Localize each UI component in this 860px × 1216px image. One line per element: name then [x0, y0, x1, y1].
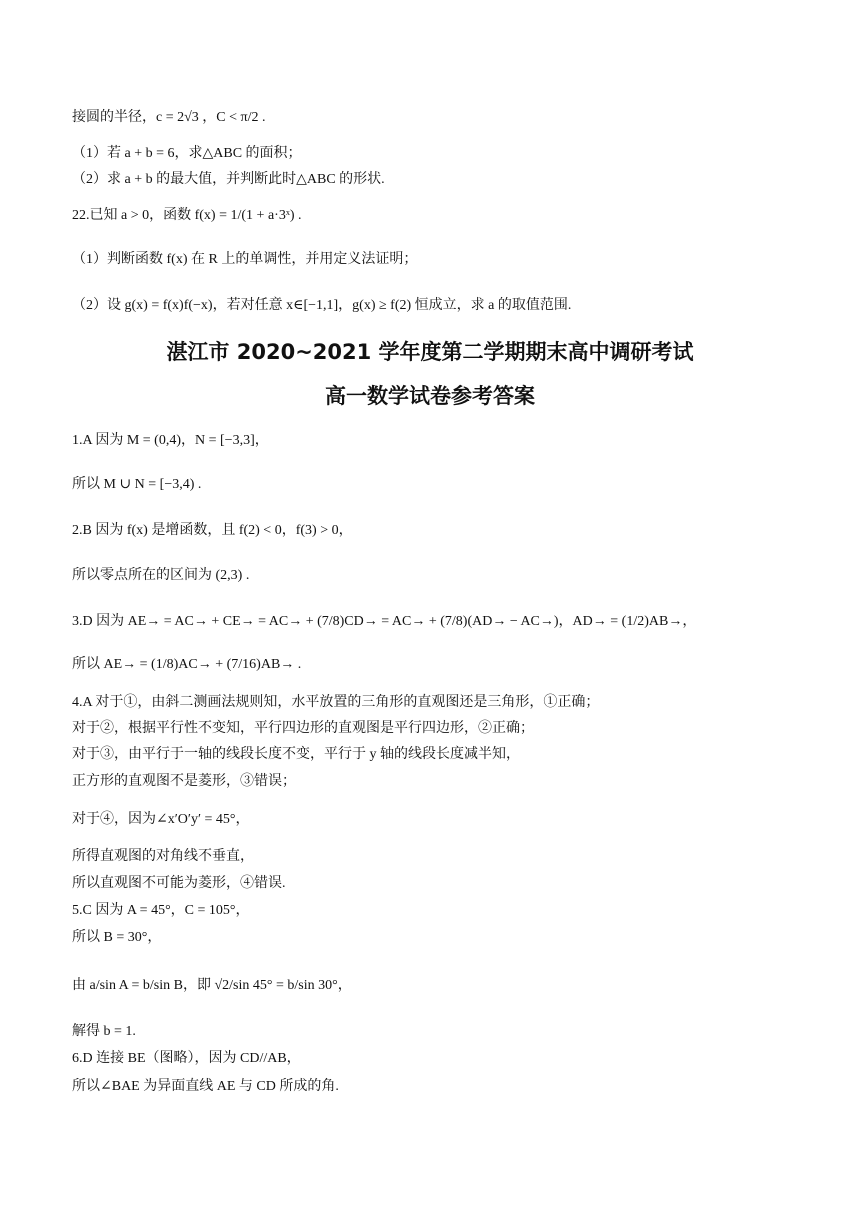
problem-line: （1）若 a + b = 6，求△ABC 的面积； — [72, 146, 302, 161]
answer-line: 所以直观图不可能为菱形，④错误. — [72, 876, 286, 891]
answer-line: 2.B 因为 f(x) 是增函数，且 f(2) < 0，f(3) > 0， — [72, 523, 353, 538]
problem-line: 22.已知 a > 0，函数 f(x) = 1/(1 + a·3ˣ) . — [72, 208, 302, 223]
answer-line: 5.C 因为 A = 45°，C = 105°， — [72, 903, 250, 918]
answer-line: 正方形的直观图不是菱形，③错误； — [72, 774, 296, 789]
answer-line: 所以 M ∪ N = [−3,4) . — [72, 477, 202, 492]
answer-line: 4.A 对于①，由斜二测画法规则知，水平放置的三角形的直观图还是三角形，①正确； — [72, 695, 600, 710]
answer-line: 1.A 因为 M = (0,4)，N = [−3,3]， — [72, 433, 269, 448]
answer-line: 对于②，根据平行性不变知，平行四边形的直观图是平行四边形，②正确； — [72, 721, 534, 736]
answer-line: 由 a/sin A = b/sin B，即 √2/sin 45° = b/sin 30°， — [72, 978, 352, 993]
answer-line: 对于④，因为∠x′O′y′ = 45°， — [72, 812, 250, 827]
page-title: 湛江市 2020~2021 学年度第二学期期末高中调研考试 — [166, 340, 694, 364]
answer-line: 所以∠BAE 为异面直线 AE 与 CD 所成的角. — [72, 1079, 339, 1094]
problem-line: （2）求 a + b 的最大值，并判断此时△ABC 的形状. — [72, 172, 385, 187]
answer-line: 3.D 因为 AE→ = AC→ + CE→ = AC→ + (7/8)CD→ = AC→ + (7/8)(AD→ − AC→)，AD→ = (1/2)AB→， — [72, 614, 697, 629]
answer-line: 所以 B = 30°， — [72, 930, 162, 945]
problem-line: （2）设 g(x) = f(x)f(−x)，若对任意 x∈[−1,1]，g(x) ≥ f(2) 恒成立，求 a 的取值范围. — [72, 298, 572, 313]
answer-line: 所以 AE→ = (1/8)AC→ + (7/16)AB→ . — [72, 657, 302, 672]
problem-line: （1）判断函数 f(x) 在 R 上的单调性，并用定义法证明； — [72, 252, 418, 267]
problem-line: 接圆的半径，c = 2√3 ，C < π/2 . — [72, 110, 266, 125]
answer-line: 所以零点所在的区间为 (2,3) . — [72, 568, 250, 583]
answer-line: 解得 b = 1. — [72, 1024, 136, 1039]
page-subtitle: 高一数学试卷参考答案 — [325, 384, 535, 408]
answer-line: 所得直观图的对角线不垂直， — [72, 849, 254, 864]
answer-line: 6.D 连接 BE（图略），因为 CD//AB， — [72, 1051, 301, 1066]
answer-line: 对于③，由平行于一轴的线段长度不变，平行于 y 轴的线段长度减半知， — [72, 747, 520, 762]
